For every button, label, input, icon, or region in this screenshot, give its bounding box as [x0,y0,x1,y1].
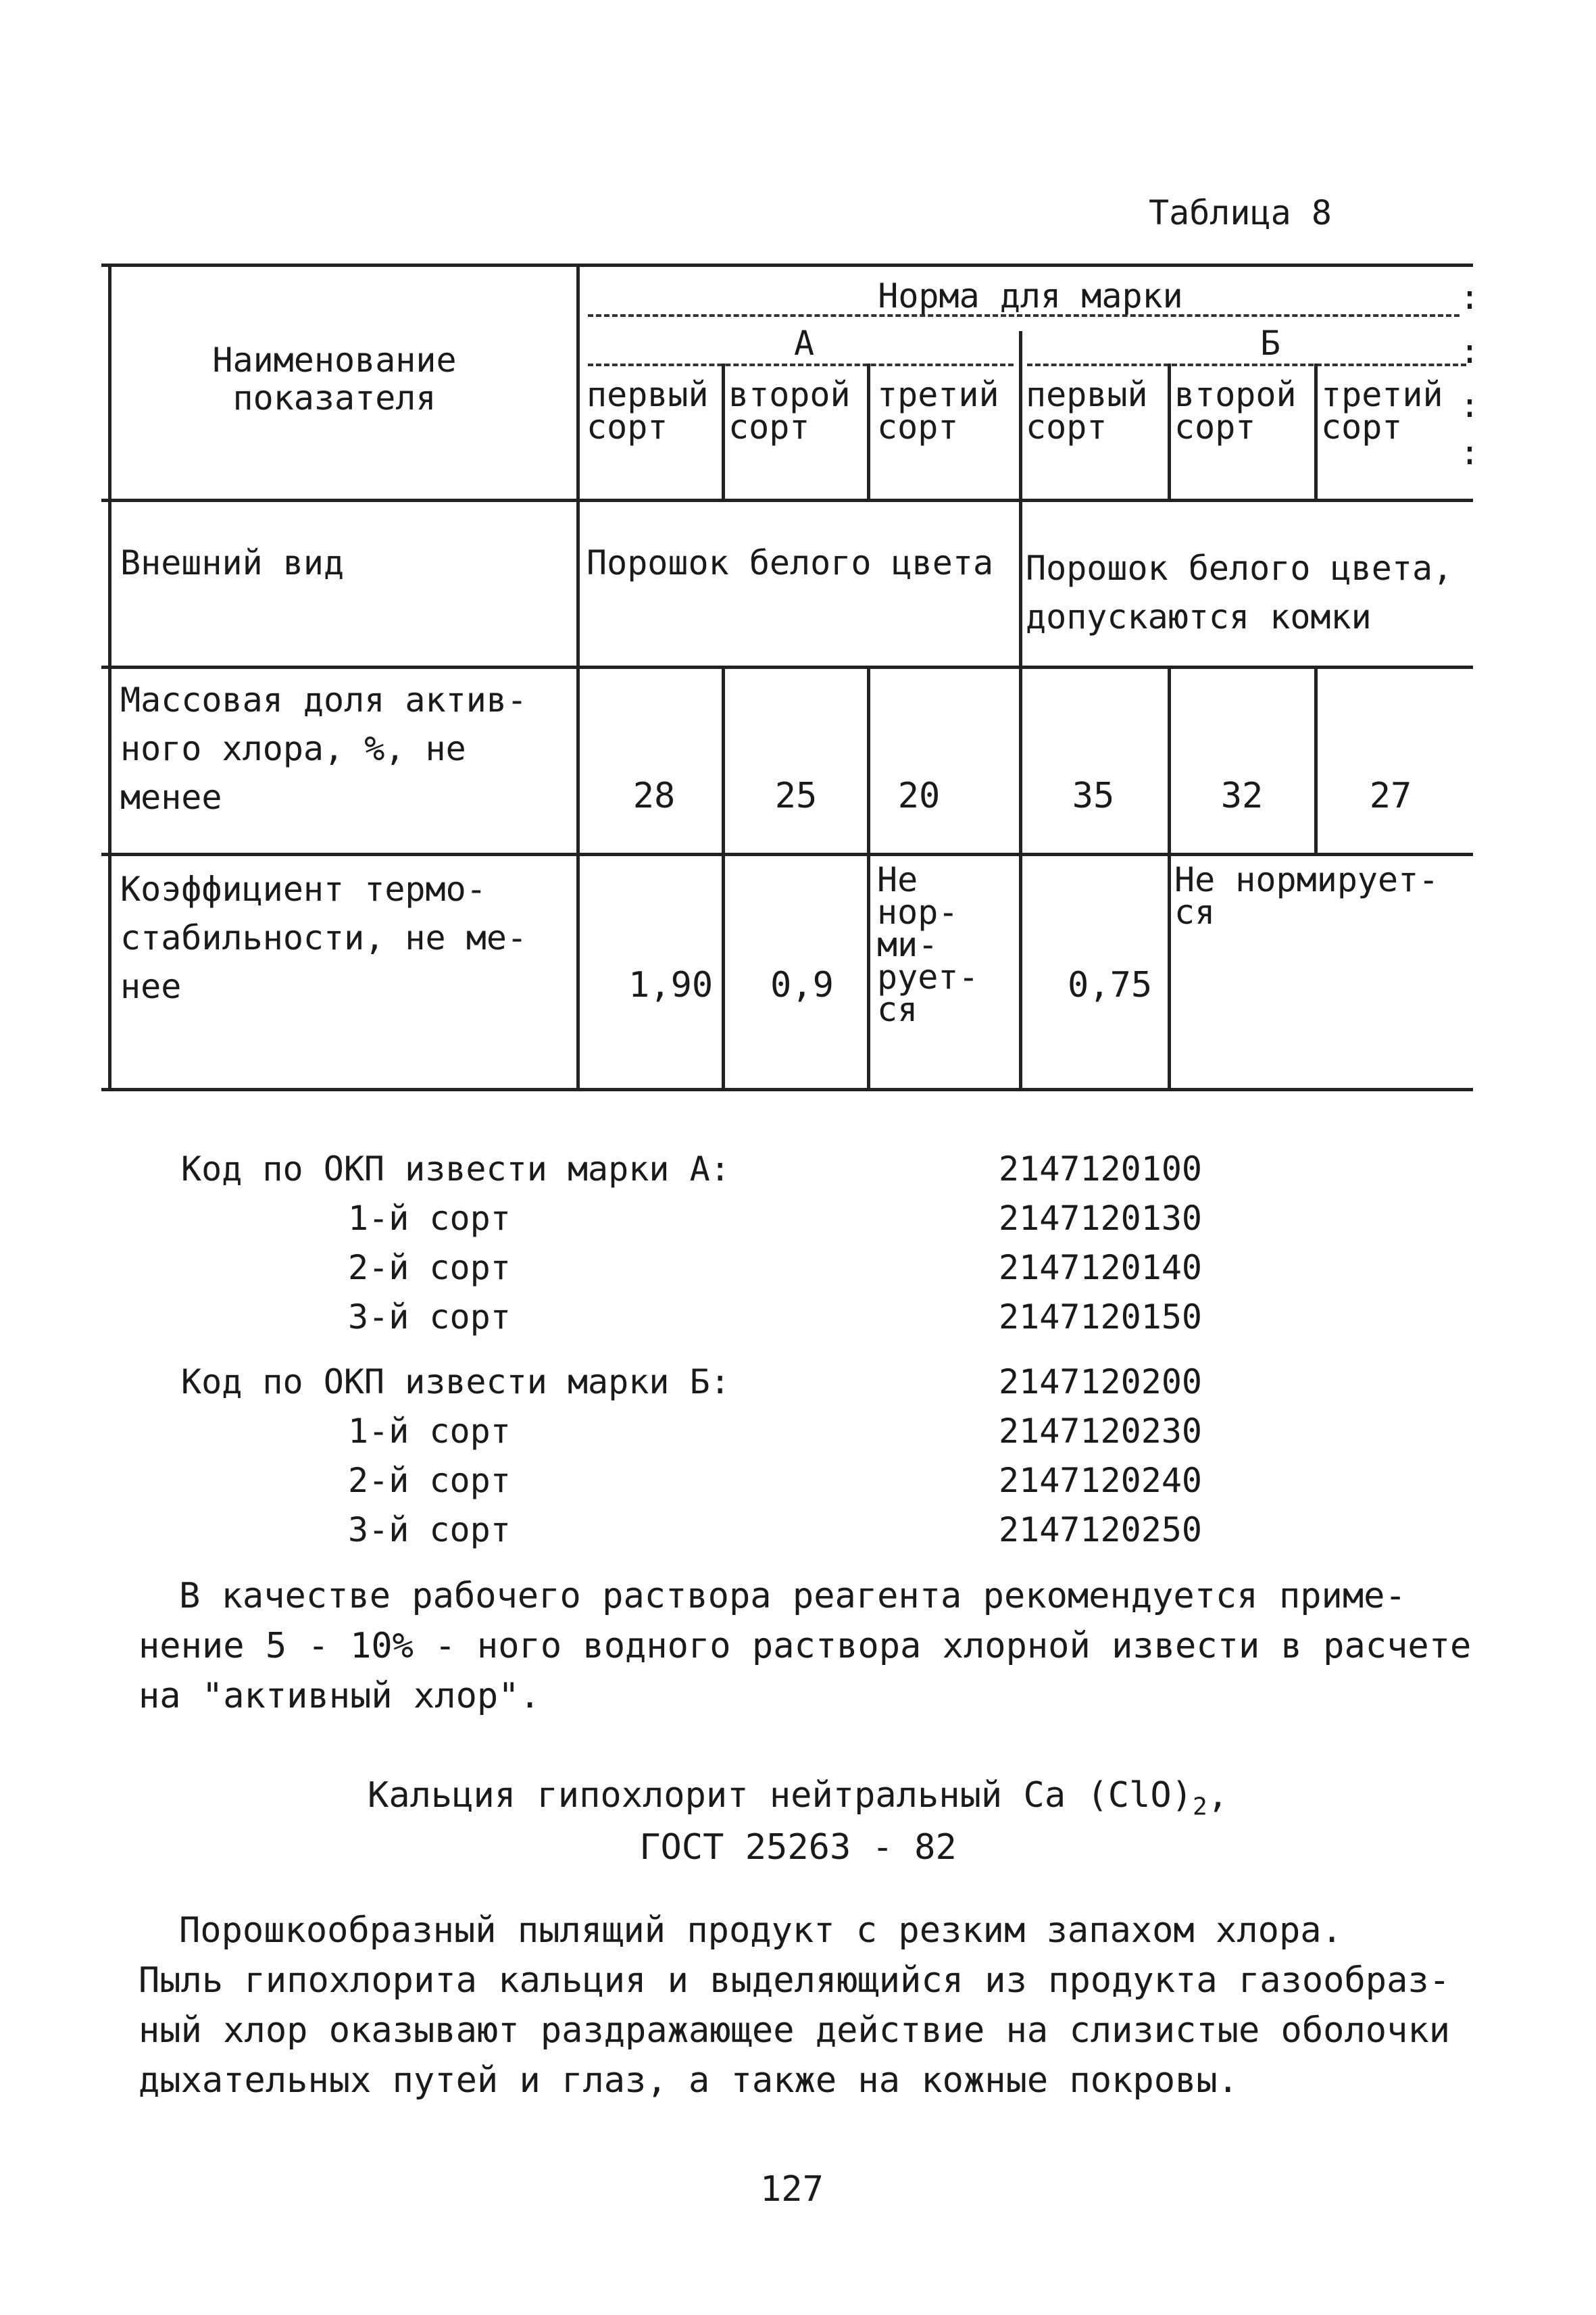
code-b-value: 2147120200 [999,1362,1203,1401]
thermo-value-b1: 0,75 [1068,965,1153,1005]
header-indicator: Наименование показателя [212,341,457,418]
section-title: Кальция гипохлорит нейтральный Ca $(ClO)_2$, [368,1775,1228,1821]
header-grade-a2: второй сорт [728,375,851,447]
code-b-grade-value: 2147120230 [999,1412,1203,1451]
header-grade-a1: первый сорт [587,375,709,447]
thermo-value-a2: 0,9 [770,965,834,1005]
colon-mark: : [1460,433,1480,472]
row-thermo-name: Коэффициент термо- стабильности, не ме- нее [120,870,528,1006]
code-a-label: Код по ОКП извести марки А: [181,1149,730,1189]
chlorine-value-a1: 28 [632,776,676,816]
code-a-value: 2147120100 [999,1149,1203,1189]
section-standard: ГОСТ 25263 - 82 [639,1827,957,1868]
table-title: Таблица 8 [1149,193,1332,232]
code-b-grade-label: 1-й сорт [348,1412,511,1451]
row-appearance-a: Порошок белого цвета [587,543,994,582]
header-mark-b: Б [1260,324,1281,363]
code-b-grade-value: 2147120250 [999,1510,1203,1549]
header-grade-b1: первый сорт [1026,375,1148,447]
header-norm: Норма для марки [878,276,1183,316]
recommendation-paragraph: В качестве рабочего раствора реагента рекомендуется приме- нение 5 - 10% - ного водного раствора хлорной извести в расчете на "активный хлор". [139,1576,1472,1716]
colon-mark: : [1460,332,1480,371]
code-a-grade-label: 3-й сорт [348,1297,511,1337]
thermo-value-b23: Не нормирует- ся [1174,860,1439,932]
row-appearance-b: Порошок белого цвета, допускаются комки [1026,549,1453,637]
header-grade-b2: второй сорт [1174,375,1297,447]
code-a-grade-value: 2147120140 [999,1248,1203,1287]
chlorine-value-a2: 25 [774,776,818,816]
chlorine-value-b3: 27 [1369,776,1412,816]
code-a-grade-label: 1-й сорт [348,1199,511,1238]
colon-mark: : [1460,278,1480,317]
header-grade-b3: третий сорт [1321,375,1443,447]
colon-mark: : [1460,386,1480,425]
thermo-value-a1: 1,90 [628,965,714,1005]
row-chlorine-name: Массовая доля актив- ного хлора, %, не менее [120,680,528,817]
row-appearance-name: Внешний вид [120,543,345,582]
code-a-grade-label: 2-й сорт [348,1248,511,1287]
code-b-grade-value: 2147120240 [999,1461,1203,1500]
code-b-grade-label: 2-й сорт [348,1461,511,1500]
header-grade-a3: третий сорт [877,375,999,447]
thermo-value-a3: Не нор- ми- рует- ся [877,860,979,1029]
description-paragraph: Порошкообразный пылящий продукт с резким запахом хлора. Пыль гипохлорита кальция и выделяющийся из продукта газообраз- ный хлор оказывают раздражающее действие на слизистые оболочки дыхательных путей и глаз, а также на кожные покровы. [139,1910,1451,2101]
code-b-label: Код по ОКП извести марки Б: [181,1362,730,1401]
page-number: 127 [760,2169,824,2210]
chlorine-value-a3: 20 [897,776,941,816]
code-a-grade-value: 2147120150 [999,1297,1203,1337]
chlorine-value-b2: 32 [1220,776,1264,816]
code-a-grade-value: 2147120130 [999,1199,1203,1238]
header-mark-a: А [793,324,815,363]
code-b-grade-label: 3-й сорт [348,1510,511,1549]
chlorine-value-b1: 35 [1072,776,1115,816]
